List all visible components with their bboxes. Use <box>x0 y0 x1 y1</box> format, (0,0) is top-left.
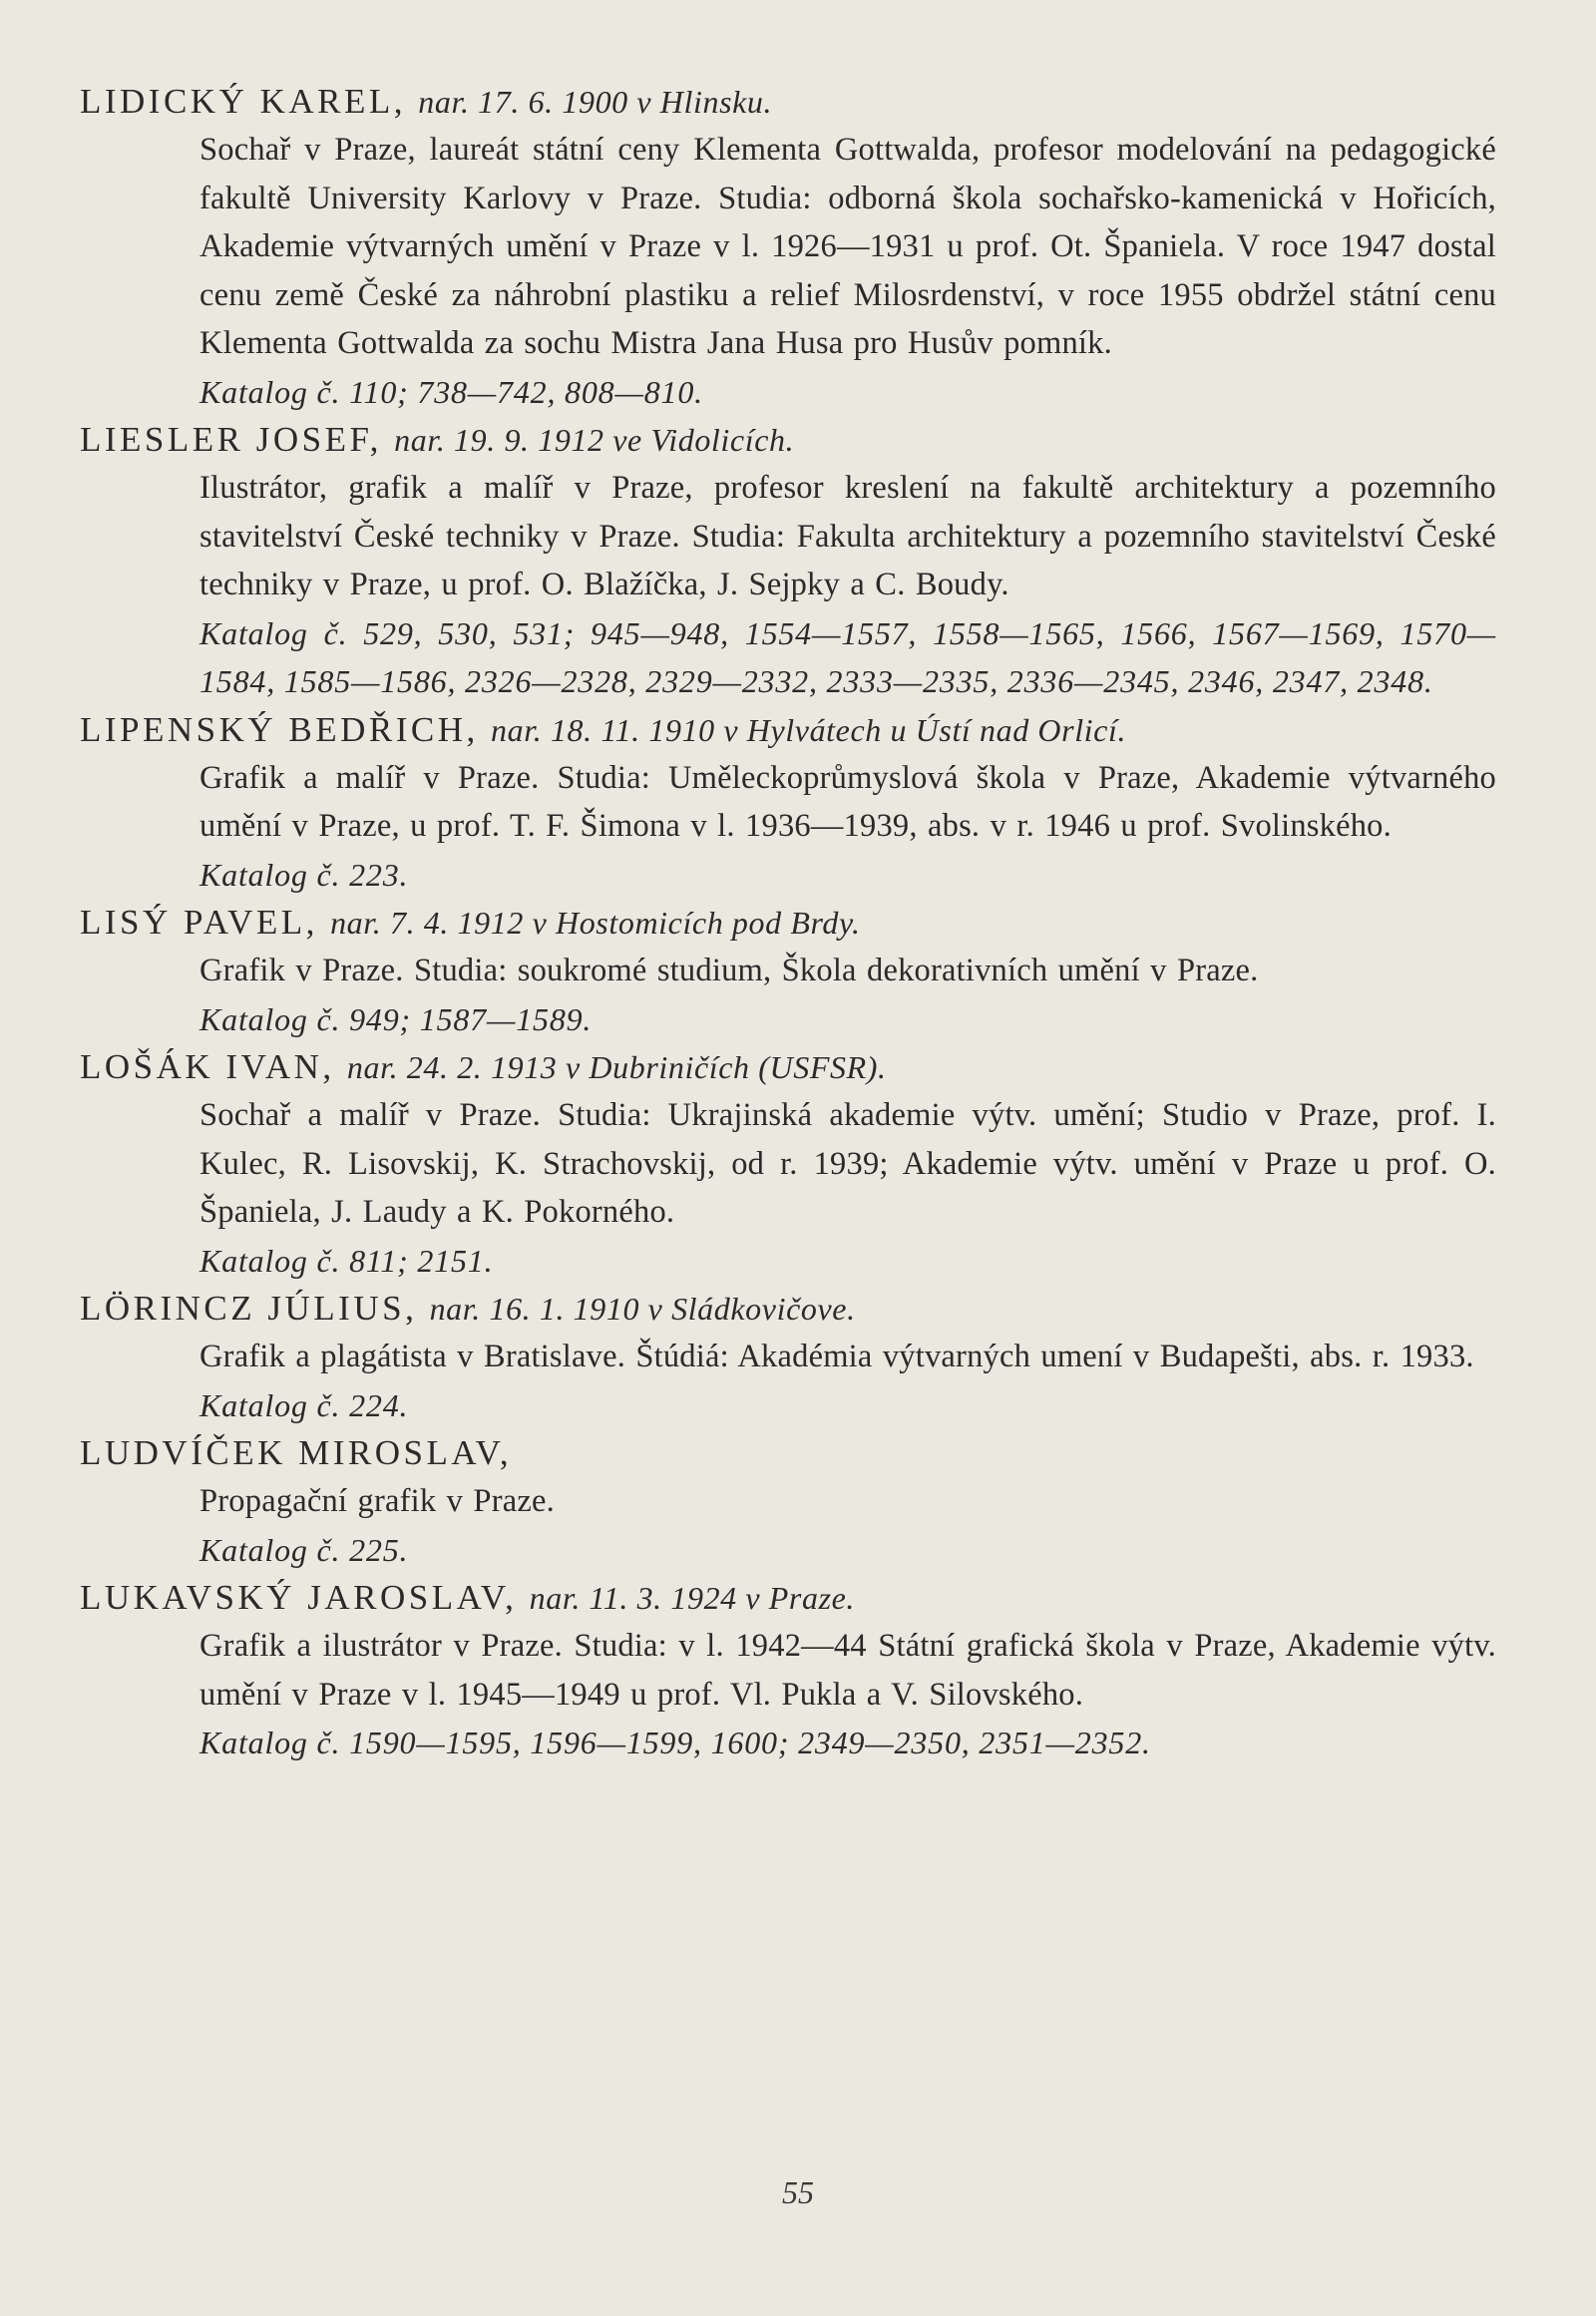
catalog-numbers: Katalog č. 949; 1587—1589. <box>200 1000 593 1037</box>
artist-name: LIPENSKÝ BEDŘICH, <box>80 709 479 749</box>
entry-heading <box>80 1429 1496 1477</box>
birth-info: nar. 18. 11. 1910 v Hylvátech u Ústí nad Orlicí. <box>491 711 1127 748</box>
entry-lipensky <box>80 706 1496 900</box>
catalog-numbers: Katalog č. 529, 530, 531; 945—948, 1554—1557, 1558—1565, 1566, 1567—1569, 1570—1584, 1585—1586, 2326—2328, 2329—2332, 2333—2335, 2336—2345, 2346, 2347, 2348. <box>200 614 1496 699</box>
birth-info: nar. 17. 6. 1900 v Hlinsku. <box>418 84 773 120</box>
entry-lorincz <box>80 1285 1496 1429</box>
artist-name: LUKAVSKÝ JAROSLAV, <box>80 1578 518 1617</box>
birth-info: nar. 7. 4. 1912 v Hostomicích pod Brdy. <box>330 905 861 941</box>
artist-bio: Grafik a malíř v Praze. Studia: Uměleckoprůmyslová škola v Praze, Akademie výtvarného umění v Praze, u prof. T. F. Šimona v l. 1936—1939, abs. v r. 1946 u prof. Svolinského. <box>200 759 1496 844</box>
birth-info: nar. 16. 1. 1910 v Sládkovičove. <box>429 1291 856 1327</box>
catalog-numbers: Katalog č. 224. <box>200 1386 409 1423</box>
entry-lukavsky <box>80 1574 1496 1767</box>
page-number: 55 <box>782 2174 814 2210</box>
entry-liesler <box>80 416 1496 706</box>
catalog-numbers: Katalog č. 811; 2151. <box>200 1242 494 1279</box>
artist-bio: Propagační grafik v Praze. <box>200 1483 555 1519</box>
entry-heading <box>80 706 1496 754</box>
catalog-numbers: Katalog č. 110; 738—742, 808—810. <box>200 373 703 410</box>
birth-info: nar. 11. 3. 1924 v Praze. <box>529 1580 856 1616</box>
artist-name: LIESLER JOSEF, <box>80 420 382 459</box>
catalog-numbers: Katalog č. 223. <box>200 856 409 893</box>
entry-losak <box>80 1043 1496 1285</box>
entry-lisy <box>80 899 1496 1043</box>
artist-bio: Sochař v Praze, laureát státní ceny Klementa Gottwalda, profesor modelování na pedagogické fakultě University Karlovy v Praze. Studia: odborná škola sochařsko-kamenická v Hořicích, Akademie výtvarných umění v Praze v l. 1926—1931 u prof. Ot. Španiela. V roce 1947 dostal cenu země České za náhrobní plastiku a relief Milosrdenství, v roce 1955 obdržel státní cenu Klementa Gottwalda za sochu Mistra Jana Husa pro Husův pomník. <box>200 132 1496 361</box>
catalog-numbers: Katalog č. 225. <box>200 1531 409 1568</box>
catalog-numbers: Katalog č. 1590—1595, 1596—1599, 1600; 2349—2350, 2351—2352. <box>200 1725 1151 1760</box>
entry-heading <box>80 416 1496 464</box>
birth-info: nar. 19. 9. 1912 ve Vidolicích. <box>394 422 795 458</box>
artist-name: LUDVÍČEK MIROSLAV, <box>80 1433 513 1472</box>
entry-ludvicek <box>80 1429 1496 1574</box>
artist-name: LÖRINCZ JÚLIUS, <box>80 1289 418 1328</box>
entry-heading <box>80 78 1496 126</box>
artist-name: LOŠÁK IVAN, <box>80 1047 335 1086</box>
artist-bio: Grafik v Praze. Studia: soukromé studium, Škola dekorativních umění v Praze. <box>200 953 1259 988</box>
artist-bio: Ilustrátor, grafik a malíř v Praze, profesor kreslení na fakultě architektury a pozemního stavitelství České techniky v Praze. Studia: Fakulta architektury a pozemního stavitelství České techniky v Praze, u prof. O. Blažíčka, J. Sejpky a C. Boudy. <box>200 470 1496 602</box>
entry-heading <box>80 1043 1496 1091</box>
artist-bio: Sochař a malíř v Praze. Studia: Ukrajinská akademie výtv. umění; Studio v Praze, prof. I. Kulec, R. Lisovskij, K. Strachovskij, od r. 1939; Akademie výtv. umění v Praze u prof. O. Španiela, J. Laudy a K. Pokorného. <box>200 1097 1496 1230</box>
artist-name: LIDICKÝ KAREL, <box>80 82 407 121</box>
artist-bio: Grafik a plagátista v Bratislave. Štúdiá: Akadémia výtvarných umení v Budapešti, abs. r. 1933. <box>200 1339 1474 1374</box>
entry-lidicky <box>80 78 1496 416</box>
entry-heading <box>80 1285 1496 1333</box>
artist-name: LISÝ PAVEL, <box>80 903 318 942</box>
artist-bio: Grafik a ilustrátor v Praze. Studia: v l. 1942—44 Státní grafická škola v Praze, Akademie výtv. umění v Praze v l. 1945—1949 u prof. Vl. Pukla a V. Silovského. <box>200 1628 1496 1713</box>
biography-list <box>80 78 1496 1767</box>
entry-heading <box>80 1574 1496 1622</box>
entry-heading <box>80 899 1496 947</box>
birth-info: nar. 24. 2. 1913 v Dubriničích (USFSR). <box>346 1049 887 1085</box>
